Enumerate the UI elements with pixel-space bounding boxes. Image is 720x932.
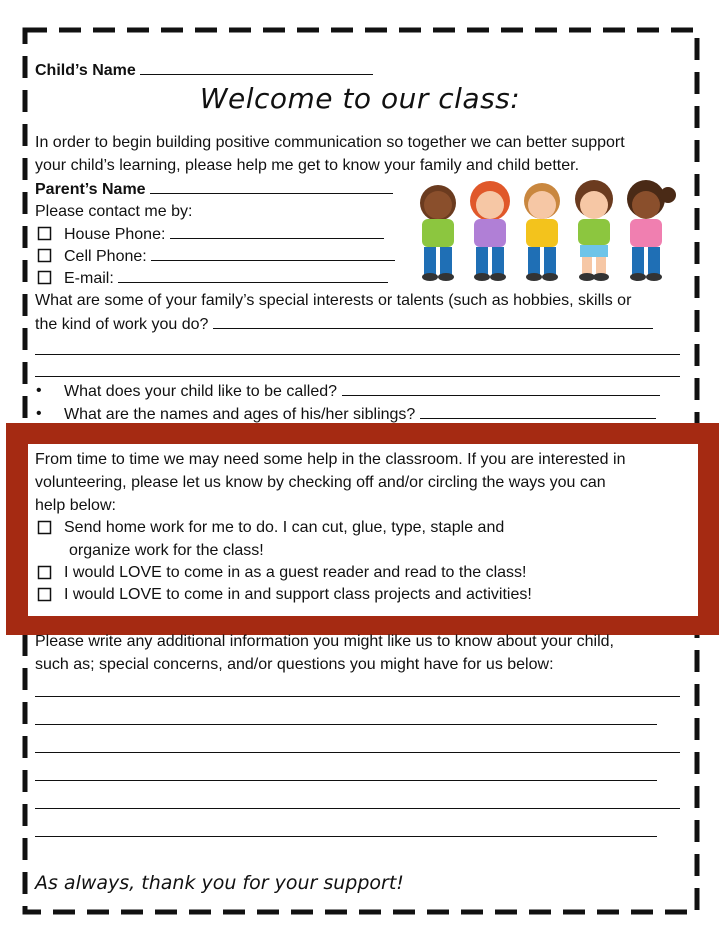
- additional-answer-line-6[interactable]: [35, 836, 657, 837]
- interests-field[interactable]: [213, 314, 653, 329]
- checkbox-email[interactable]: [37, 270, 53, 286]
- volunteer-option-1-line-1: Send home work for me to do. I can cut, glue, type, staple and: [64, 519, 505, 536]
- question-nickname-row: [64, 381, 660, 402]
- additional-line-2: such as; special concerns, and/or questions you might have for us below:: [35, 656, 554, 673]
- cell-phone-row: [64, 246, 395, 267]
- volunteer-line-3: help below:: [35, 497, 116, 514]
- additional-answer-line-3[interactable]: [35, 752, 680, 753]
- house-phone-field[interactable]: [170, 224, 384, 239]
- additional-line-1: Please write any additional information you might like us to know about your child,: [35, 633, 614, 650]
- intro-line-2: your child’s learning, please help me get to know your family and child better.: [35, 157, 580, 174]
- house-phone-row: [64, 224, 384, 245]
- question-nickname: What does your child like to be called?: [64, 383, 338, 400]
- cell-phone-field[interactable]: [151, 246, 395, 261]
- checkbox-house-phone[interactable]: [37, 226, 53, 242]
- parent-name-row: [35, 179, 393, 200]
- child-name-label: Child’s Name: [35, 62, 136, 79]
- siblings-field[interactable]: [420, 404, 656, 419]
- parent-name-field[interactable]: [150, 179, 393, 194]
- question-siblings-row: [64, 404, 656, 425]
- contact-prompt: Please contact me by:: [35, 203, 193, 220]
- volunteer-line-1: From time to time we may need some help in the classroom. If you are interested in: [35, 451, 626, 468]
- page-title: Welcome to our class:: [199, 82, 521, 115]
- child-name-field[interactable]: [140, 60, 373, 75]
- child-name-row: [35, 60, 373, 81]
- volunteer-option-2: I would LOVE to come in as a guest reader and read to the class!: [64, 564, 527, 581]
- question-siblings: What are the names and ages of his/her siblings?: [64, 406, 416, 423]
- interests-line-1: What are some of your family’s special interests or talents (such as hobbies, skills or: [35, 292, 632, 309]
- nickname-field[interactable]: [342, 381, 660, 396]
- interests-line-2: the kind of work you do?: [35, 316, 209, 333]
- email-label: E-mail:: [64, 270, 114, 287]
- additional-answer-line-5[interactable]: [35, 808, 680, 809]
- house-phone-label: House Phone:: [64, 226, 166, 243]
- children-illustration: [410, 175, 682, 283]
- volunteer-line-2: volunteering, please let us know by checking off and/or circling the ways you can: [35, 474, 606, 491]
- checkbox-class-projects[interactable]: [37, 587, 53, 603]
- interests-answer-line-1[interactable]: [35, 354, 680, 355]
- additional-answer-line-1[interactable]: [35, 696, 680, 697]
- checkbox-send-home-work[interactable]: [37, 520, 53, 536]
- bullet: •: [36, 382, 42, 399]
- additional-answer-line-2[interactable]: [35, 724, 657, 725]
- bullet: •: [36, 405, 42, 422]
- additional-answer-line-4[interactable]: [35, 780, 657, 781]
- closing-note: As always, thank you for your support!: [35, 872, 404, 894]
- interests-row: [35, 314, 653, 335]
- volunteer-option-1-line-2: organize work for the class!: [69, 542, 264, 559]
- volunteer-option-3: I would LOVE to come in and support class projects and activities!: [64, 586, 532, 603]
- cell-phone-label: Cell Phone:: [64, 248, 147, 265]
- checkbox-cell-phone[interactable]: [37, 248, 53, 264]
- checkbox-guest-reader[interactable]: [37, 565, 53, 581]
- interests-answer-line-2[interactable]: [35, 376, 680, 377]
- intro-line-1: In order to begin building positive communication so together we can better support: [35, 134, 625, 151]
- parent-name-label: Parent’s Name: [35, 181, 146, 198]
- email-field[interactable]: [118, 268, 388, 283]
- email-row: [64, 268, 388, 289]
